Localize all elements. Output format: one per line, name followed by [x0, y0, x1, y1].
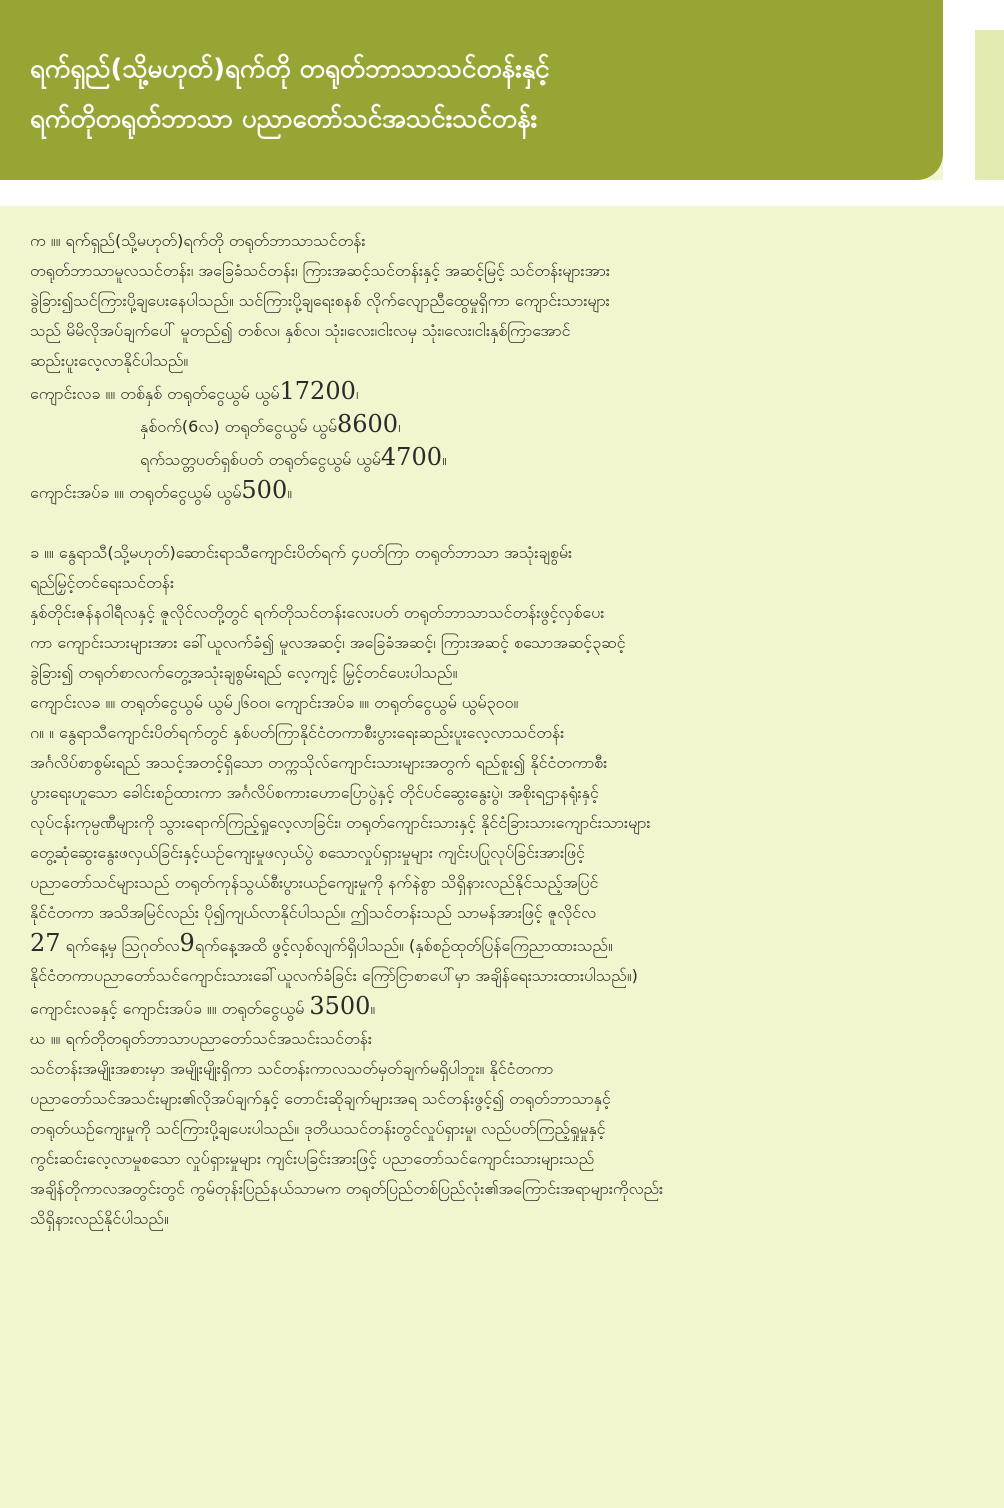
text-line: [30, 1084, 974, 1114]
text-line: [30, 991, 974, 1024]
text-line: [30, 1144, 974, 1174]
text-segment: နိုင်ငံတကာပညာတော်သင်ကျောင်းသားခေါ်ယူလက်ခံခြင်း ကြော်ငြာစာပေါ်မှာ အချိန်ရေးသားထားပါသည်။): [30, 966, 638, 985]
amount-number: 27: [30, 929, 61, 957]
text-line: [30, 718, 974, 748]
text-segment: နိုင်ငံတကာ အသိအမြင်လည်း ပို၍ကျယ်လာနိုင်ပါသည်။ ဤသင်တန်းသည် သာမန်အားဖြင့် ဇူလိုင်လ: [30, 903, 597, 922]
page-title: [30, 44, 930, 144]
text-segment: ရည်မြှင့်တင်ရေးသင်တန်း: [30, 573, 175, 592]
text-segment: ဆည်းပူးလေ့လာနိုင်ပါသည်။: [30, 351, 189, 370]
text-line: [30, 748, 974, 778]
text-line: [30, 688, 974, 718]
text-segment: ဃ ။။ ရက်တိုတရုတ်ဘာသာပညာတော်သင်အသင်းသင်တန်း: [30, 1029, 372, 1048]
amount-number: 3500: [309, 992, 371, 1020]
text-line: [30, 838, 974, 868]
text-segment: ကွင်းဆင်းလေ့လာမှုစသော လှုပ်ရှားမှုများ ကျင်းပခြင်းအားဖြင့် ပညာတော်သင်ကျောင်းသားများသည်: [30, 1149, 595, 1168]
text-segment: နှစ်တိုင်းဇန်နဝါရီလနှင့် ဇူလိုင်လတို့တွင် ရက်တိုသင်တန်းလေးပတ် တရုတ်ဘာသာသင်တန်းဖွင့်လှစ်ပေး: [30, 603, 605, 622]
text-segment: ခ ။။ နွေရာသီ(သို့မဟုတ်)ဆောင်းရာသီကျောင်းပိတ်ရက် ၄ပတ်ကြာ တရုတ်ဘာသာ အသုံးချစွမ်း: [30, 543, 573, 562]
text-segment: ။: [370, 999, 376, 1018]
text-segment: ကျောင်းလခနှင့် ကျောင်းအပ်ခ ။။ တရုတ်ငွေယွမ်: [30, 999, 310, 1018]
text-segment: သင်တန်းအမျိုးအစားမှာ အမျိုးမျိုးရှိကာ သင်တန်းကာလသတ်မှတ်ချက်မရှိပါဘူး။ နိုင်ငံတကာ: [30, 1059, 554, 1078]
text-line: [30, 628, 974, 658]
text-line: [30, 961, 974, 991]
text-segment: ။: [441, 450, 447, 469]
text-segment: လုပ်ငန်းကုမ္ပဏီများကို သွားရောက်ကြည့်ရှုလေ့လာခြင်း၊ တရုတ်ကျောင်းသားနှင့် နိုင်ငံခြားသားကျောင်းသားများ: [30, 813, 651, 832]
text-line: [30, 316, 974, 346]
text-line: [30, 778, 974, 808]
document-body: [30, 226, 974, 1234]
text-segment: ကျောင်းလခ ။။ တရုတ်ငွေယွမ် ယွမ်၂၆၀၀၊ ကျောင်းအပ်ခ ။။ တရုတ်ငွေယွမ် ယွမ်၃၀၀။: [30, 693, 519, 712]
text-segment: ရက်နေ့အထိ ဖွင့်လှစ်လျက်ရှိပါသည်။ (နှစ်စဉ်ထုတ်ပြန်ကြေညာထားသည်။: [194, 936, 613, 955]
text-line: [30, 658, 974, 688]
title-banner: [0, 0, 943, 180]
header-divider: [0, 180, 1004, 206]
text-segment: ခွဲခြား၍ တရုတ်စာလက်တွေ့အသုံးချစွမ်းရည် လေ့ကျင့် မြှင့်တင်ပေးပါသည်။: [30, 663, 458, 682]
text-segment: အချိန်တိုကာလအတွင်းတွင် ကွမ်တုန်းပြည်နယ်သာမက တရုတ်ပြည်တစ်ပြည်လုံး၏အကြောင်းအရာများကိုလည်း: [30, 1179, 664, 1198]
text-segment: ကျောင်းအပ်ခ ။။ တရုတ်ငွေယွမ် ယွမ်: [30, 483, 242, 502]
text-segment: အင်္ဂလိပ်စာစွမ်းရည် အသင့်အတင့်ရှိသော တက္ကသိုလ်ကျောင်းသားများအတွက် ရည်စူး၍ နိုင်ငံတကာစီး: [30, 753, 608, 772]
text-line: [30, 286, 974, 316]
amount-number: 8600: [337, 410, 399, 438]
text-line: [30, 598, 974, 628]
text-segment: တရုတ်ဘာသာမူလသင်တန်း၊ အခြေခံသင်တန်း၊ ကြားအဆင့်သင်တန်းနှင့် အဆင့်မြင့် သင်တန်းများအား: [30, 261, 610, 280]
text-line: [30, 442, 974, 475]
text-segment: ၊: [398, 417, 401, 436]
text-segment: ကျောင်းလခ ။။ တစ်နှစ် တရုတ်ငွေယွမ် ယွမ်: [30, 384, 280, 403]
text-segment: ။: [287, 483, 293, 502]
text-segment: က ။။ ရက်ရှည်(သို့မဟုတ်)ရက်တို တရုတ်ဘာသာသင်တန်း: [30, 231, 366, 250]
text-segment: ပွားရေးဟူသော ခေါင်းစဉ်ထားကာ အင်္ဂလိပ်စကားဟောပြောပွဲနှင့် တိုင်ပင်ဆွေးနွေးပွဲ၊ အစိုးရဌာနရုံးနှင့်: [30, 783, 599, 802]
text-segment: ၊: [355, 384, 359, 403]
paragraph-gap: [30, 508, 974, 538]
text-line: [30, 346, 974, 376]
text-segment: ရက်နေ့မှ ဩဂုတ်လ: [60, 936, 180, 955]
text-line: [30, 256, 974, 286]
text-segment: ရက်သတ္တပတ်ရှစ်ပတ် တရုတ်ငွေယွမ် ယွမ်: [140, 450, 381, 469]
text-line: [30, 1024, 974, 1054]
text-segment: ခွဲခြား၍သင်ကြားပို့ချပေးနေပါသည်။ သင်ကြားပို့ချရေးစနစ် လိုက်လျောညီထွေမှုရှိကာ ကျောင်းသားများ: [30, 291, 610, 310]
text-segment: တွေ့ဆုံဆွေးနွေးဖလှယ်ခြင်းနှင့်ယဉ်ကျေးမှုဖလှယ်ပွဲ စသောလှုပ်ရှားမှုများ ကျင်းပပြုလုပ်ခြင်းအားဖြင့်: [30, 843, 585, 862]
text-segment: သည် မိမိလိုအပ်ချက်ပေါ် မူတည်၍ တစ်လ၊ နှစ်လ၊ သုံး၊လေး၊ငါးလမှ သုံး၊လေး၊ငါးနှစ်ကြာအောင်: [30, 321, 571, 340]
amount-number: 17200: [279, 377, 356, 405]
title-line-1: ရက်ရှည်(သို့မဟုတ်)ရက်တို တရုတ်ဘာသာသင်တန်းနှင့်: [30, 54, 550, 84]
text-line: [30, 226, 974, 256]
text-line: [30, 1204, 974, 1234]
amount-number: 9: [179, 929, 195, 957]
title-line-2: ရက်တိုတရုတ်ဘာသာ ပညာတော်သင်အသင်းသင်တန်း: [30, 104, 538, 134]
text-segment: ပညာတော်သင်အသင်းများ၏လိုအပ်ချက်နှင့် တောင်းဆိုချက်များအရ သင်တန်းဖွင့်၍ တရုတ်ဘာသာနှင့်: [30, 1089, 611, 1108]
text-line: [30, 928, 974, 961]
text-segment: တရုတ်ယဉ်ကျေးမှုကို သင်ကြားပို့ချပေးပါသည်။ ဒုတိယသင်တန်းတွင်လှုပ်ရှားမှု၊ လည်ပတ်ကြည့်ရှုမှုနှင့်: [30, 1119, 606, 1138]
text-line: [30, 1054, 974, 1084]
text-line: [30, 538, 974, 568]
text-segment: နှစ်ဝက်(6လ) တရုတ်ငွေယွမ် ယွမ်: [140, 417, 337, 436]
text-line: [30, 568, 974, 598]
text-line: [30, 475, 974, 508]
text-line: [30, 868, 974, 898]
text-segment: ကာ ကျောင်းသားများအား ခေါ်ယူလက်ခံ၍ မူလအဆင့်၊ အခြေခံအဆင့်၊ ကြားအဆင့် စသောအဆင့်၃ဆင့်: [30, 633, 626, 652]
text-line: [30, 1114, 974, 1144]
amount-number: 500: [241, 476, 288, 504]
text-segment: သိရှိနားလည်နိုင်ပါသည်။: [30, 1209, 169, 1228]
header-side-strip: [975, 30, 1004, 180]
amount-number: 4700: [380, 443, 442, 471]
text-segment: ဂ။ ။ နွေရာသီကျောင်းပိတ်ရက်တွင် နှစ်ပတ်ကြာနိုင်ငံတကာစီးပွားရေးဆည်းပူးလေ့လာသင်တန်း: [30, 723, 565, 742]
text-line: [30, 1174, 974, 1204]
text-line: [30, 376, 974, 409]
text-line: [30, 808, 974, 838]
text-line: [30, 409, 974, 442]
text-segment: ပညာတော်သင်များသည် တရုတ်ကုန်သွယ်စီးပွားယဉ်ကျေးမှုကို နက်နဲစွာ သိရှိနားလည်နိုင်သည့်အပြင်: [30, 873, 599, 892]
text-line: [30, 898, 974, 928]
